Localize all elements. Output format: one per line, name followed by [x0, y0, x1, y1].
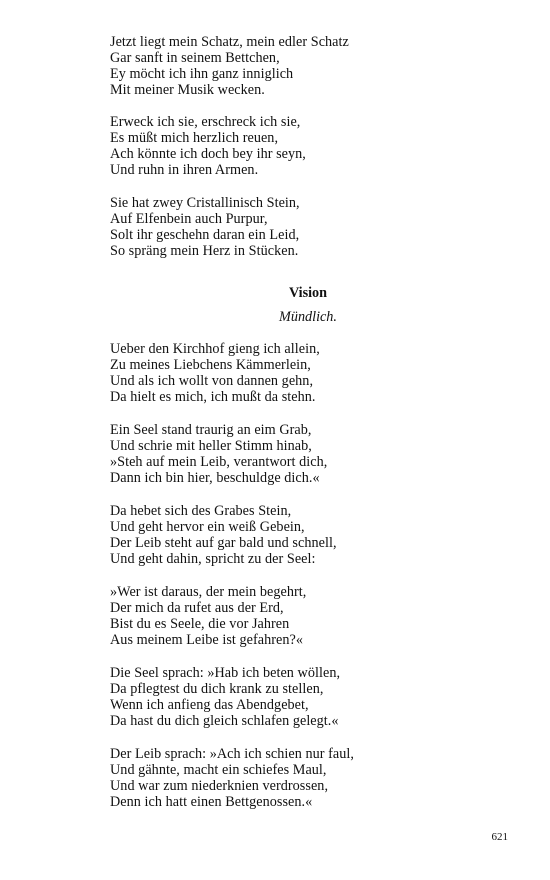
poem-subtitle: Mündlich.	[279, 309, 337, 325]
poem2-stanza-1	[110, 341, 440, 405]
verse-line: Und ruhn in ihren Armen.	[110, 162, 259, 178]
poem-title: Vision	[288, 285, 328, 301]
verse-line: Zu meines Liebchens Kämmerlein,	[110, 357, 311, 373]
verse-line: Da hielt es mich, ich mußt da stehn.	[110, 389, 316, 405]
poem1-stanza-2	[110, 114, 440, 178]
verse-line: Mit meiner Musik wecken.	[110, 82, 265, 98]
verse-line: Und gähnte, macht ein schiefes Maul,	[110, 762, 327, 778]
verse-line: Und geht dahin, spricht zu der Seel:	[110, 551, 316, 567]
verse-line: Ach könnte ich doch bey ihr seyn,	[110, 146, 306, 162]
verse-line: Ey möcht ich ihn ganz inniglich	[110, 66, 294, 82]
verse-line: Gar sanft in seinem Bettchen,	[110, 50, 280, 66]
verse-line: Der Leib steht auf gar bald und schnell,	[110, 535, 337, 551]
verse-line: So spräng mein Herz in Stücken.	[110, 243, 299, 259]
verse-line: Sie hat zwey Cristallinisch Stein,	[110, 195, 300, 211]
verse-line: Und geht hervor ein weiß Gebein,	[110, 519, 305, 535]
verse-line: Dann ich bin hier, beschuldge dich.«	[110, 470, 320, 486]
verse-line: Ueber den Kirchhof gieng ich allein,	[110, 341, 320, 357]
verse-line: Erweck ich sie, erschreck ich sie,	[110, 114, 301, 130]
verse-line: Der Leib sprach: »Ach ich schien nur faul,	[110, 746, 354, 762]
poem2-stanza-3	[110, 503, 440, 567]
verse-line: Und war zum niederknien verdrossen,	[110, 778, 329, 794]
verse-line: Da hebet sich des Grabes Stein,	[110, 503, 292, 519]
poem2-stanza-5	[110, 665, 440, 729]
poem2-stanza-2	[110, 422, 440, 486]
verse-line: »Steh auf mein Leib, verantwort dich,	[110, 454, 328, 470]
verse-line: Ein Seel stand traurig an eim Grab,	[110, 422, 312, 438]
verse-line: Da hast du dich gleich schlafen gelegt.«	[110, 713, 339, 729]
verse-line: Es müßt mich herzlich reuen,	[110, 130, 279, 146]
verse-line: Der mich da rufet aus der Erd,	[110, 600, 284, 616]
verse-line: Solt ihr geschehn daran ein Leid,	[110, 227, 300, 243]
poem2-stanza-4	[110, 584, 440, 648]
poem2-stanza-6	[110, 746, 440, 810]
poem1-stanza-3	[110, 195, 440, 259]
verse-line: Aus meinem Leibe ist gefahren?«	[110, 632, 304, 648]
verse-line: Die Seel sprach: »Hab ich beten wöllen,	[110, 665, 341, 681]
verse-line: Bist du es Seele, die vor Jahren	[110, 616, 290, 632]
verse-line: »Wer ist daraus, der mein begehrt,	[110, 584, 307, 600]
poem1-stanza-1	[110, 34, 440, 98]
verse-line: Auf Elfenbein auch Purpur,	[110, 211, 268, 227]
verse-line: Und als ich wollt von dannen gehn,	[110, 373, 314, 389]
verse-line: Wenn ich anfieng das Abendgebet,	[110, 697, 309, 713]
verse-line: Denn ich hatt einen Bettgenossen.«	[110, 794, 313, 810]
verse-line: Da pflegtest du dich krank zu stellen,	[110, 681, 324, 697]
page-number: 621	[491, 831, 508, 843]
verse-line: Jetzt liegt mein Schatz, mein edler Schatz	[110, 34, 349, 50]
verse-line: Und schrie mit heller Stimm hinab,	[110, 438, 312, 454]
